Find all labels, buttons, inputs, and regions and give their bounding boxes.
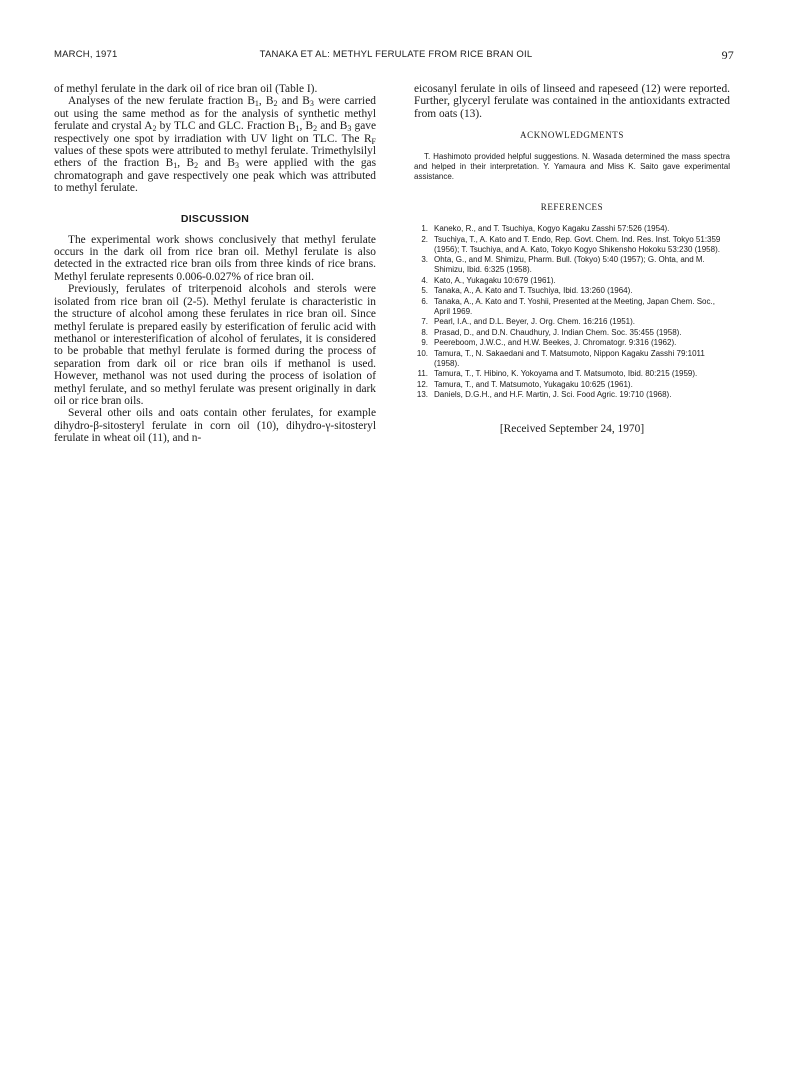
reference-item: 12. Tamura, T., and T. Matsumoto, Yukagaku 10:625 (1961). (416, 379, 633, 389)
references-heading: REFERENCES (540, 202, 604, 213)
reference-item: 8. Prasad, D., and D.N. Chaudhury, J. Indian Chem. Soc. 35:455 (1958). (421, 327, 682, 337)
reference-item: 2. Tsuchiya, T., A. Kato and T. Endo, Rep. Govt. Chem. Ind. Res. Inst. Tokyo 51:359 (1956); T. Tsuchiya, and A. Kato, Tokyo Kogyo Shikensho Hokoku 53:230 (1958). (421, 234, 721, 254)
right-column (414, 83, 730, 435)
reference-item: 4. Kato, A., Yukagaku 10:679 (1961). (421, 275, 556, 285)
reference-item: 11. Tamura, T., T. Hibino, K. Yokoyama and T. Matsumoto, Ibid. 80:215 (1959). (417, 369, 698, 379)
paragraph-continued: eicosanyl ferulate in oils of linseed and rapeseed (12) were reported. Further, glyceryl ferulate was contained in the antioxidants extracted from oats (13). (414, 83, 730, 120)
reference-item: 5. Tanaka, A., A. Kato and T. Tsuchiya, Ibid. 13:260 (1964). (421, 286, 633, 296)
running-title: TANAKA ET AL: METHYL FERULATE FROM RICE BRAN OIL (259, 49, 533, 60)
paragraph-analyses: Analyses of the new ferulate fraction $B_1$, $B_2$ and $B_3$ were carried out using the same method as for the analysis of synthetic methyl ferulate and crystal $A_2$ by TLC and GLC. Fraction $B_1$, $B_2$ and $B_3$ gave respectively one spot by irradiation with UV light on TLC. The $R_F$ values of these spots were attributed to methyl ferulate. Trimethylsilyl ethers of the fraction $B_1$, $B_2$ and $B_3$ were applied with the gas chromatograph and gave respectively one peak which was attributed to methyl ferulate. (54, 95, 377, 195)
paragraph-continuation: of methyl ferulate in the dark oil of rice bran oil (Table I). (54, 83, 318, 95)
reference-item: 13. Daniels, D.G.H., and H.F. Martin, J. Sci. Food Agric. 19:710 (1968). (416, 390, 672, 400)
reference-item: 3. Ohta, G., and M. Shimizu, Pharm. Bull. (Tokyo) 5:40 (1957); G. Ohta, and M. Shimizu, Ibid. 6:325 (1958). (421, 255, 705, 275)
left-column (54, 83, 376, 445)
acknowledgments-text: T. Hashimoto provided helpful suggestions. N. Wasada determined the mass spectra and helped in their interpretation. Y. Yamaura and Miss K. Saito gave experimental assistance. (414, 152, 730, 182)
paragraph-discussion-3: Several other oils and oats contain other ferulates, for example dihydro-β-sitosteryl ferulate in corn oil (10), dihydro-γ-sitosteryl ferulate in wheat oil (11), and n- (54, 407, 376, 445)
acknowledgments-heading: ACKNOWLEDGMENTS (520, 130, 624, 141)
reference-item: 1. Kaneko, R., and T. Tsuchiya, Kogyo Kagaku Zasshi 57:526 (1954). (421, 224, 670, 234)
reference-item: 6. Tanaka, A., A. Kato and T. Yoshii, Presented at the Meeting, Japan Chem. Soc., April 1969. (421, 296, 715, 316)
reference-item: 9. Peereboom, J.W.C., and H.W. Beekes, J. Chromatogr. 9:316 (1962). (421, 338, 677, 348)
received-date: [Received September 24, 1970] (499, 423, 645, 436)
discussion-heading: DISCUSSION (180, 212, 250, 225)
running-header (54, 49, 738, 65)
references-list (414, 224, 730, 400)
issue-date: MARCH, 1971 (54, 49, 118, 60)
page-number: 97 (721, 48, 734, 62)
reference-item: 7. Pearl, I.A., and D.L. Beyer, J. Org. Chem. 16:216 (1951). (421, 317, 635, 327)
paragraph-discussion-1: The experimental work shows conclusively that methyl ferulate occurs in the dark oil from rice bran oil. Methyl ferulate is also detected in the extracted rice bran oils from three kinds of rice brans. Methyl ferulate represents 0.006-0.027% of rice bran oil. (54, 233, 376, 283)
paragraph-discussion-2: Previously, ferulates of triterpenoid alcohols and sterols were isolated from rice bran oil (2-5). Methyl ferulate is characteristic in the structure of alcohol among these ferulates in rice bran oil. Since methyl ferulate is prepared easily by esterification of ferulic acid with methanol or interesterification of alcohol of ferulates, it is considered to be probable that methyl ferulate is formed during the process of separation from dark oil or rice bran oils if methanol is used. However, methanol was not used during the process of isolation of methyl ferulate, and so methyl ferulate was present originally in dark oil or rice bran oils. (54, 283, 376, 407)
reference-item: 10. Tamura, T., N. Sakaedani and T. Matsumoto, Nippon Kagaku Zasshi 79:1011 (1958). (416, 348, 705, 368)
